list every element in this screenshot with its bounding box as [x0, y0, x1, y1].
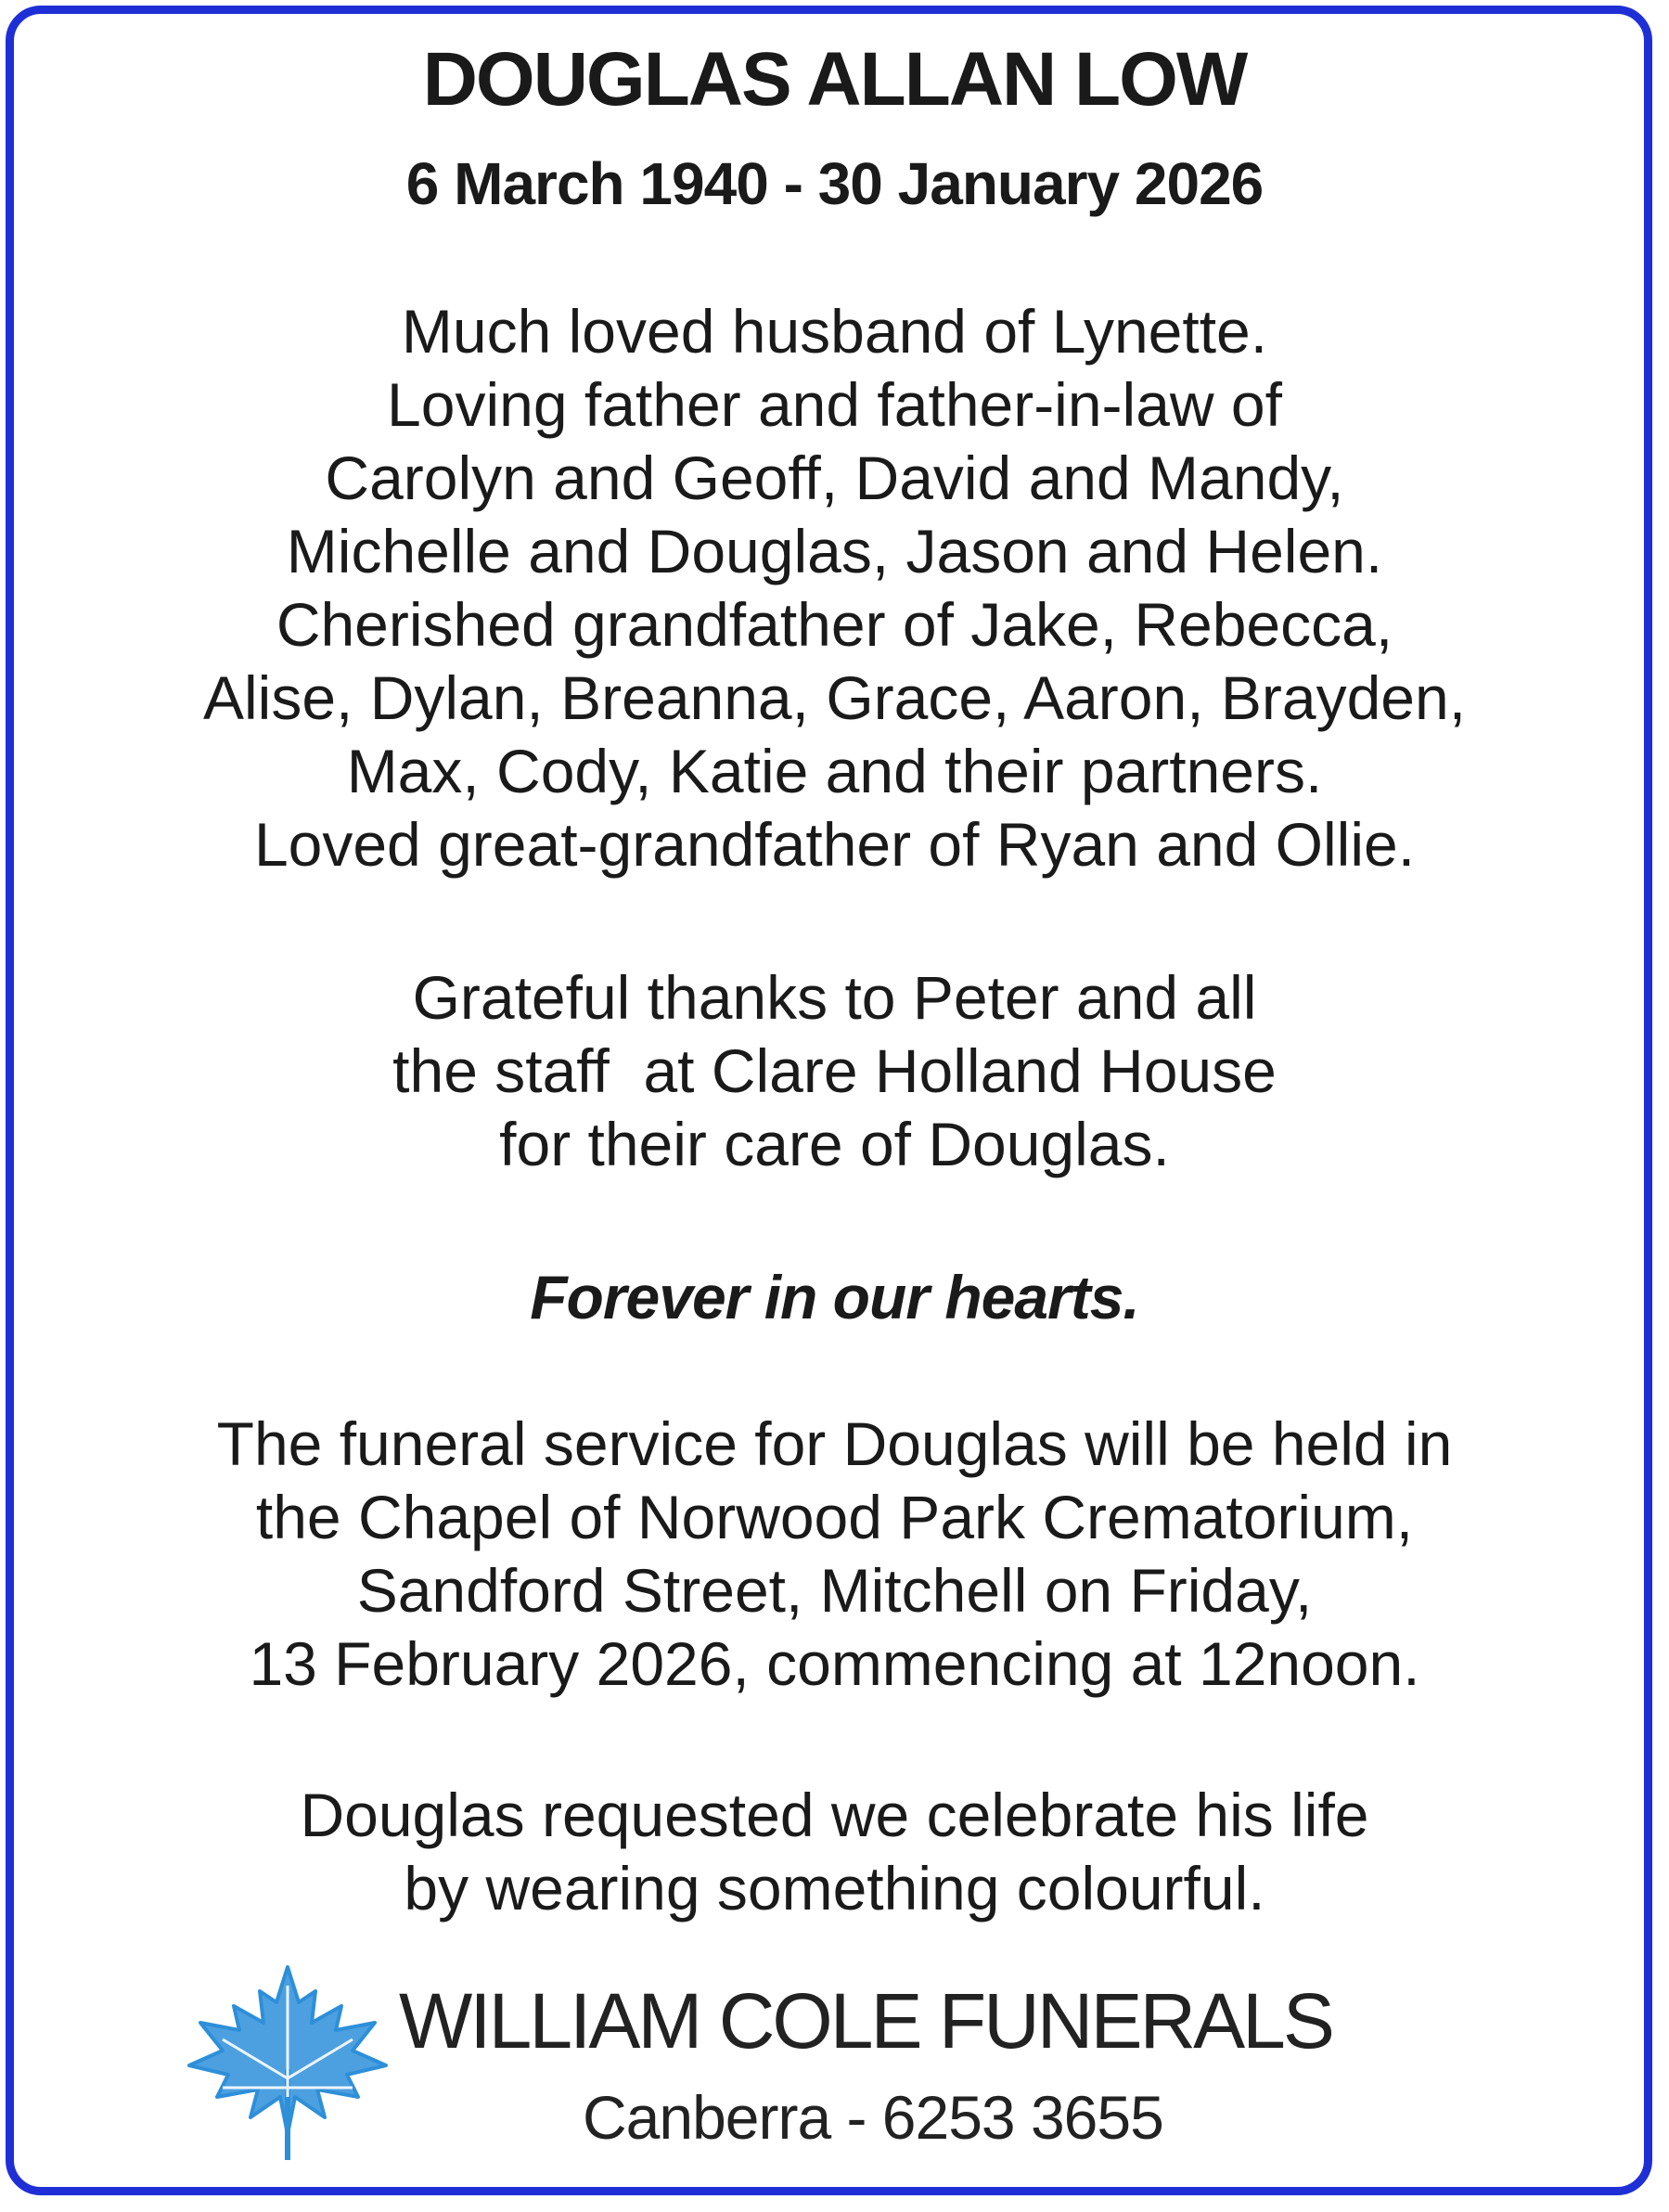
- memorial-motto: Forever in our hearts.: [530, 1263, 1139, 1331]
- thanks-paragraph: [0, 961, 1669, 1181]
- firm-name: WILLIAM COLE FUNERALS: [399, 1977, 1332, 2064]
- service-line: 13 February 2026, commencing at 12noon.: [249, 1629, 1420, 1698]
- family-paragraph: [0, 295, 1669, 881]
- thanks-line: Grateful thanks to Peter and all: [412, 963, 1257, 1032]
- deceased-name: DOUGLAS ALLAN LOW: [422, 37, 1247, 122]
- family-line: Cherished grandfather of Jake, Rebecca,: [276, 590, 1393, 659]
- request-paragraph: [0, 1779, 1669, 1925]
- family-line: Loving father and father-in-law of: [387, 370, 1282, 439]
- family-line: Much loved husband of Lynette.: [401, 297, 1268, 366]
- family-line: Michelle and Douglas, Jason and Helen.: [286, 517, 1383, 585]
- firm-contact: Canberra - 6253 3655: [583, 2083, 1163, 2152]
- maple-leaf-icon: [176, 1958, 399, 2171]
- family-line: Carolyn and Geoff, David and Mandy,: [325, 444, 1344, 512]
- family-line: Alise, Dylan, Breanna, Grace, Aaron, Brayden,: [202, 663, 1467, 732]
- service-line: Sandford Street, Mitchell on Friday,: [356, 1556, 1313, 1625]
- request-line: Douglas requested we celebrate his life: [300, 1781, 1369, 1849]
- service-paragraph: [0, 1408, 1669, 1701]
- thanks-line: for their care of Douglas.: [499, 1110, 1170, 1178]
- family-line: Loved great-grandfather of Ryan and Ollie.: [253, 810, 1416, 879]
- service-line: the Chapel of Norwood Park Crematorium,: [255, 1483, 1414, 1551]
- service-line: The funeral service for Douglas will be held in: [216, 1409, 1453, 1478]
- thanks-line: the staff at Clare Holland House: [392, 1036, 1277, 1105]
- request-line: by wearing something colourful.: [404, 1854, 1265, 1923]
- funeral-home-logo: [176, 1958, 1494, 2171]
- family-line: Max, Cody, Katie and their partners.: [346, 737, 1323, 805]
- life-dates: 6 March 1940 - 30 January 2026: [405, 150, 1264, 217]
